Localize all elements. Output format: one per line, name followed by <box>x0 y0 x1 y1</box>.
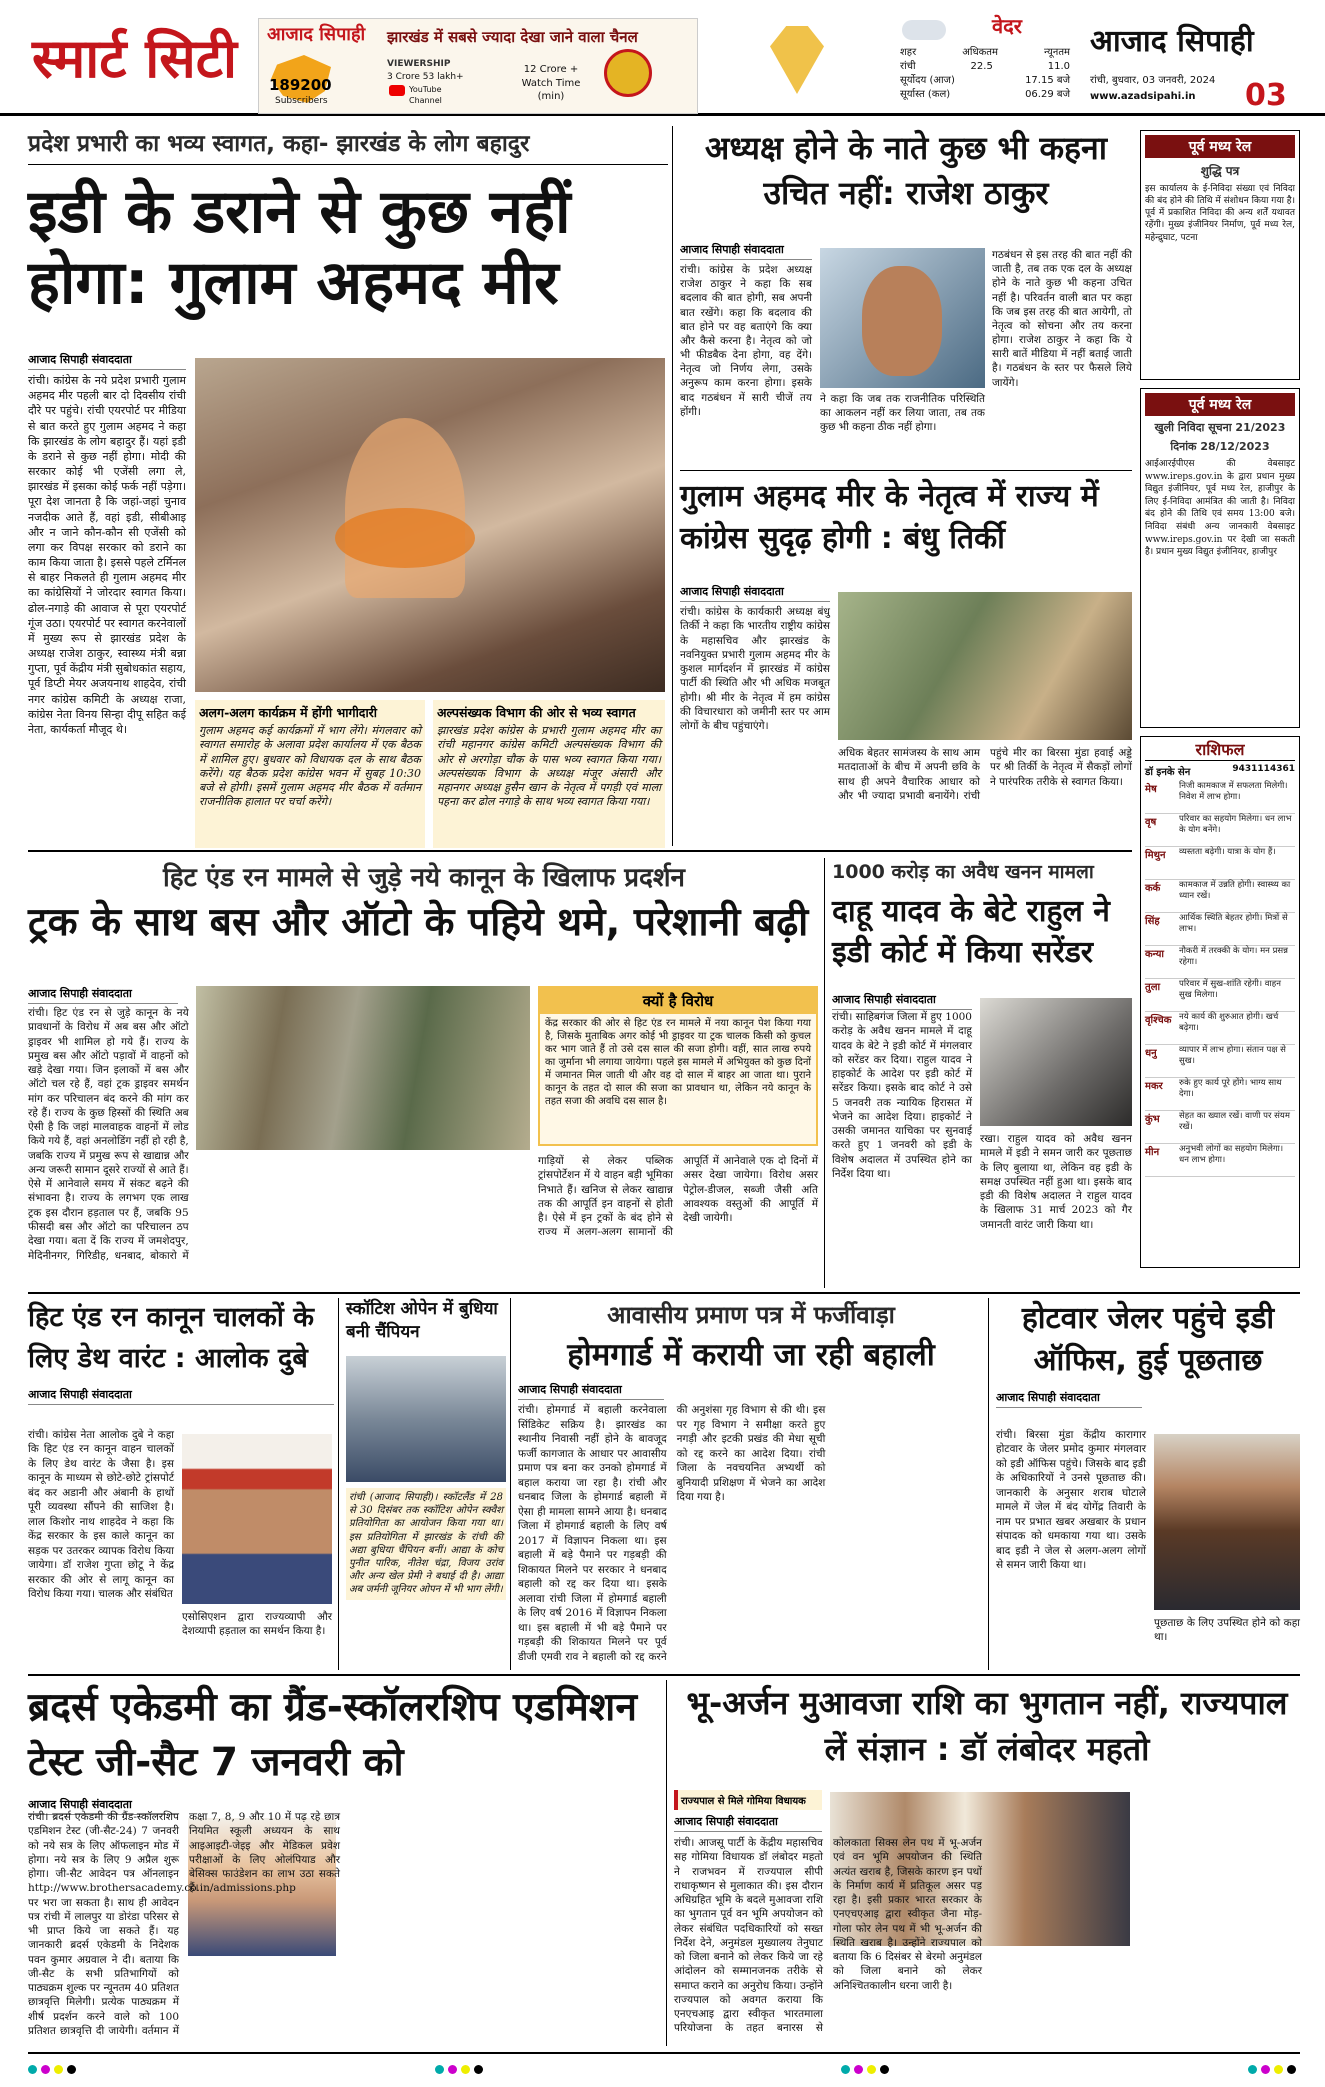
story11-body: रांची। आजसू पार्टी के केंद्रीय महासचिव सह गोमिया विधायक डॉ लंबोदर महतो ने राजभवन में राज्यपाल सीपी राधाकृष्णन से मुलाकात की। इस दौरान अधिग्रहित भूमि के बदले मुआवजा राशि का भुगतान पूर्व वन भूमि अपयोजन को लेकर संबंधित पदधिकारियों को सख्त निर्देश देने, अनुमंडल मुख्यालय तेनुघाट को जिला बनाने को लेकर किये जा रहे आंदोलन को सम्मानजनक तरीके से समाप्त कराने का अनुरोध किया। उन्होंने राज्यपाल को अवगत कराया कि एनएचआइ द्वारा स्वीकृत भारतमाला परियोजना के तहत बनारस से कोलकाता सिक्स लेन पथ में भू-अर्जन एवं वन भूमि अपयोजन की स्थिति अत्यंत खराब है, जिसके कारण इन पथों के निर्माण कार्य में प्रतिकूल असर पड़ रहा है। इसी प्रकार भारत सरकार के एनएचएआइ द्वारा स्वीकृत जैना मोड़-गोला फोर लेन पथ में भी भू-अर्जन की स्थिति खराब है। उन्होंने राज्यपाल को बताया कि 6 दिसंबर से बेरमो अनुमंडल को जिला बनाने को लेकर अनिश्चितकालीन धरना जारी है। <box>674 1837 982 2035</box>
rail-notice-2-head: खुली निविदा सूचना 21/2023 <box>1154 421 1286 434</box>
column-divider <box>824 858 825 1288</box>
youtube-icon <box>389 85 405 96</box>
portrait-face <box>862 266 942 376</box>
sunset-row: सूर्यास्त (कल) 06.29 बजे <box>900 89 1070 100</box>
rail-notice-1-head: शुद्धि पत्र <box>1200 164 1240 178</box>
rashi-row: धनु व्यापार में लाभ होगा। संतान पक्ष से सुख। <box>1145 1045 1295 1078</box>
story6-photo <box>182 1434 332 1604</box>
story2-byline: आजाद सिपाही संवाददाता <box>680 242 812 260</box>
story-lambodar-mahto <box>674 1680 1300 2046</box>
story9-body: रांची। बिरसा मुंडा केंद्रीय कारागार होटवार के जेलर प्रमोद कुमार मंगलवार को इडी ऑफिस पहुंचे। जिसके बाद इडी के अधिकारियों ने उनसे पूछताछ की। जानकारी के अनुसार शराब घोटाले मामले में जेल में बंद योगेंद्र तिवारी के नाम पर प्रभात खबर अखबार के प्रधान संपादक को धमकाया गया था। उसके बाद इडी ने जेल से अलग-अलग लोगों से समन जारी किया था। <box>996 1429 1146 1572</box>
story9-caption: पूछताछ के लिए उपस्थित होने को कहा था। <box>1154 1617 1300 1644</box>
channel-name: आजाद सिपाही <box>267 24 366 45</box>
story-rajesh-thakur <box>680 126 1132 466</box>
channel-tagline: झारखंड में सबसे ज्यादा देखा जाने वाला चैनल <box>387 28 638 46</box>
rashi-row: कन्या नौकरी में तरक्की के योग। मन प्रसन्न रहेगा। <box>1145 946 1295 979</box>
viewership-value: 3 Crore 53 lakh+ <box>387 72 464 82</box>
story3-photo <box>838 592 1132 740</box>
story9-byline: आजाद सिपाही संवाददाता <box>996 1390 1142 1408</box>
story-hit-and-run-protest <box>28 858 820 1288</box>
column-divider <box>666 1680 667 2046</box>
column-divider <box>338 1298 339 1670</box>
story3-headline: गुलाम अहमद मीर के नेतृत्व में राज्य में कांग्रेस सुदृढ़ होगी : बंधु तिर्की <box>680 479 1099 556</box>
story-homeguard <box>518 1298 984 1670</box>
youtube-label: YouTube Channel <box>409 85 442 105</box>
story5-body: रांची। साहिबगंज जिला में हुए 1000 करोड़ के अवैध खनन मामले में दाहू यादव के बेटे ने इडी कोर्ट में मंगलवार को सरेंडर कर दिया। राहुल यादव ने हाइकोर्ट के आदेश पर इडी कोर्ट में सरेंडर किया। इसके बाद कोर्ट ने उसे 5 जनवरी तक न्यायिक हिरासत में भेजने का आदेश दिया। हाइकोर्ट ने उसकी जमानत याचिका पर सुनवाई करते हुए 1 जनवरी को इडी के विशेष अदालत में उपस्थित होने का निर्देश दिया था। <box>832 1011 972 1180</box>
story5-headline: दाहू यादव के बेटे राहुल ने इडी कोर्ट में किया सरेंडर <box>832 894 1110 970</box>
story3-body: रांची। कांग्रेस के कार्यकारी अध्यक्ष बंधु तिर्की ने कहा कि भारतीय राष्ट्रीय कांग्रेस के महासचिव और झारखंड के नवनियुक्त प्रभारी गुलाम अहमद मीर के कुशल मार्गदर्शन में झारखंड में कांग्रेस पार्टी की स्थिति और भी अधिक मजबूत होगी। श्री मीर के नेतृत्व में हम कांग्रेस की विचारधारा को जमीनी स्तर पर आम लोगों के बीच पहुंचाएंगे। <box>680 606 830 733</box>
rashi-row: तुला परिवार में सुख-शांति रहेगी। वाहन सुख मिलेगा। <box>1145 979 1295 1012</box>
column-divider <box>510 1298 511 1670</box>
astrologer-phone: 9431114361 <box>1232 764 1295 775</box>
watch-time: 12 Crore + Watch Time (min) <box>521 64 581 102</box>
rail-notice-2-text: आईआरईपीएस की वेबसाइट www.ireps.gov.in के द्वारा प्रधान मुख्य विद्युत इंजीनियर, पूर्व मध्य रेल, हाजीपुर के लिए ई-निविदा आमंत्रित की जाती है। निविदा बंद होने की तिथि एवं समय 13:00 बजे। निविदा संबंधी अन्य जानकारी वेबसाइट www.ireps.gov.in पर देखी जा सकती है। प्रधान मुख्य विद्युत इंजीनियर, हाजीपुर <box>1145 459 1295 558</box>
story1-box1 <box>195 700 425 848</box>
story7-headline: स्कॉटिश ओपेन में बुधिया बनी चैंपियन <box>346 1299 498 1342</box>
rail-notice-2-date: दिनांक 28/12/2023 <box>1170 440 1270 453</box>
box2-title: अल्पसंख्यक विभाग की ओर से भव्य स्वागत <box>437 705 636 720</box>
story-alok-dubey <box>28 1298 334 1670</box>
story4-headline: ट्रक के साथ बस और ऑटो के पहिये थमे, परेशानी बढ़ी <box>28 900 809 945</box>
story-mir-ed <box>28 126 668 846</box>
story6-body: रांची। कांग्रेस नेता आलोक दुबे ने कहा कि हिट एंड रन कानून वाहन चालकों के लिए डेथ वारंट के जैसा है। इस कानून के माध्यम से छोटे-छोटे ट्रांसपोर्ट बंद कर अडानी और अंबानी के हाथों पूरी व्यवस्था सौंपने की साजिश है। लाल किशोर नाथ शाहदेव ने कहा कि केंद्र सरकार के इस काले कानून का सड़क पर उतरकर व्यापक विरोध किया जायेगा। डॉ राजेश गुप्ता छोटू ने केंद्र सरकार की ओर से लागू कानून का विरोध किया गया। चालक और संबंधित <box>28 1429 174 1601</box>
rashifal-title: राशिफल <box>1145 741 1295 761</box>
pen-nib-icon <box>770 26 824 94</box>
story11-headline: भू-अर्जन मुआवजा राशि का भुगतान नहीं, राज्यपाल लें संज्ञान : डॉ लंबोदर महतो <box>686 1684 1288 1769</box>
section-title: स्मार्ट सिटी <box>32 27 237 90</box>
story1-byline: आजाद सिपाही संवाददाता <box>28 352 186 370</box>
story9-photo <box>1154 1434 1300 1610</box>
color-register-left <box>28 2059 80 2078</box>
story-hotwar-jailer <box>996 1298 1300 1670</box>
box1-title: अलग-अलग कार्यक्रम में होंगी भागीदारी <box>199 705 378 720</box>
story8-kicker: आवासीय प्रमाण पत्र में फर्जीवाड़ा <box>607 1301 895 1329</box>
story3-byline: आजाद सिपाही संवाददाता <box>680 584 830 602</box>
rail-title-1: पूर्व मध्य रेल <box>1145 135 1295 158</box>
rashi-row: वृष परिवार का सहयोग मिलेगा। धन लाभ के योग बनेंगे। <box>1145 814 1295 847</box>
story6-headline: हिट एंड रन कानून चालकों के लिए डेथ वारंट : आलोक दुबे <box>28 1302 314 1374</box>
weather-header-row: शहर अधिकतम न्यूनतम <box>900 47 1070 58</box>
story2-body: रांची। कांग्रेस के प्रदेश अध्यक्ष राजेश ठाकुर ने कहा कि सब बदलाव की बात होगी, सब अपनी बात रखेंगे। कहा कि बदलाव की बात होने पर वह बताएंगे कि क्या और कैसे करना है। नेतृत्व को जो भी फीडबैक देना होगा, वह देंगे। नेतृत्व जो निर्णय लेगा, उसके अनुरूप काम करना होगा। इसके बाद गठबंधन में सारी चीजें तय होंगी। <box>680 264 812 418</box>
rashi-row: कर्क कामकाज में उन्नति होगी। स्वास्थ्य का ध्यान रखें। <box>1145 880 1295 913</box>
rashifal-box <box>1140 736 1300 1268</box>
page-number: 03 <box>1245 78 1287 113</box>
rashi-row: मकर रुके हुए कार्य पूरे होंगे। भाग्य साथ देगा। <box>1145 1078 1295 1111</box>
subscriber-count: 189200 <box>269 76 332 94</box>
story7-photo <box>346 1356 506 1482</box>
story1-text-col <box>28 352 186 737</box>
paper-name: आजाद सिपाही <box>1090 24 1254 59</box>
story10-body: रांची। ब्रदर्स एकेडमी की ग्रैंड-स्कॉलरशिप एडमिशन टेस्ट (जी-सैट-24) 7 जनवरी को नये सत्र के लिए ऑफलाइन मोड में होगा। नये सत्र के लिए 9 अप्रैल शुरू होगा। जी-सैट आवेदन पत्र ऑनलाइन http://www.brothersacademy.co.in/admissions.php पर भरा जा सकता है। साथ ही आवेदन पत्र रांची में लालपुर या डोरंडा परिसर से भी प्राप्त किये जा सकते हैं। यह जानकारी ब्रदर्स एकेडमी के निदेशक पवन कुमार अग्रवाल ने दी। बताया कि जी-सैट के सभी प्रतिभागियों को पाठ्यक्रम शुल्क पर न्यूनतम 40 प्रतिशत छात्रवृत्ति मिलेगी। प्रत्येक पाठ्यक्रम में शीर्ष प्रदर्शन करने वाले को 100 प्रतिशत छात्रवृत्ति दी जायेगी। वर्तमान में कक्षा 7, 8, 9 और 10 में पढ़ रहे छात्र नियमित स्कूली अध्ययन के साथ आइआइटी-जेइइ और मेडिकल प्रवेश परीक्षाओं के लिए ओलंपियाड और बेसिक्स फाउंडेशन का लाभ उठा सकते हैं। <box>28 1811 340 2037</box>
story1-photo <box>195 358 665 692</box>
viewership-label: VIEWERSHIP <box>387 59 451 69</box>
rail-notice-1 <box>1140 130 1300 380</box>
story11-box-label: राज्यपाल से मिले गोमिया विधायक <box>674 1790 822 1810</box>
row-divider <box>28 850 1132 852</box>
story5-byline: आजाद सिपाही संवाददाता <box>832 992 972 1010</box>
story4-trucks-photo <box>196 986 530 1150</box>
color-register-mid-left <box>435 2059 487 2078</box>
story5-kicker: 1000 करोड़ का अवैध खनन मामला <box>832 861 1094 883</box>
row-divider <box>28 1292 1300 1294</box>
rashi-list <box>1145 781 1295 1177</box>
story3-body2: अधिक बेहतर सामंजस्य के साथ आम मतदाताओं के बीच में अपनी छवि के साथ ही अपने वैचारिक आधार को और भी ज्यादा प्रभावी बनायेंगे। रांची पहुंचे मीर का बिरसा मुंडा हवाई अड्डे पर श्री तिर्की के नेतृत्व में सैकड़ों लोगों ने पारंपरिक तरीके से स्वागत किया। <box>838 747 1132 802</box>
rashi-row: मीन अनुभवी लोगों का सहयोग मिलेगा। धन लाभ होगा। <box>1145 1144 1295 1177</box>
story2-headline: अध्यक्ष होने के नाते कुछ भी कहना उचित नहीं: राजेश ठाकुर <box>704 129 1108 212</box>
garland-figure <box>335 508 475 568</box>
weather-box <box>900 14 1070 110</box>
story4-why-box <box>538 986 818 1146</box>
story1-body: रांची। कांग्रेस के नये प्रदेश प्रभारी गुलाम अहमद मीर पहली बार दो दिवसीय रांची दौरे पर पहुंचे। रांची एयरपोर्ट पर मीडिया से बात करते हुए गुलाम अहमद ने कहा कि झारखंड के लोग बहादुर हैं। यहां इडी के डराने से कुछ नहीं होगा। मोदी की सरकार कोई भी एजेंसी लगा ले, झारखंड में इसका कोई फर्क नहीं पड़ेगा। पूरा देश जानता है कि जहां-जहां चुनाव नजदीक आते हैं, वहां इडी, सीबीआइ और न जाने कौन-कौन सी एजेंसी को लगा कर विपक्ष सरकार को डराने का काम किया जाता है। इससे पहले टर्मिनल से बाहर निकलते ही गुलाम अहमद मीर का कांग्रेसियों ने जोरदार स्वागत किया। ढोल-नगाड़े की आवाज से पूरा एयरपोर्ट गूंज उठा। एयरपोर्ट पर स्वागत करनेवालों में मुख्य रूप से झारखंड प्रदेश के अध्यक्ष राजेश ठाकुर, स्वास्थ्य मंत्री बन्ना गुप्ता, पूर्व केंद्रीय मंत्री सुबोधकांत सहाय, पूर्व डिप्टी मेयर अजयनाथ शाहदेव, रांची नगर कांग्रेस कमिटी के अध्यक्ष राजा, कांग्रेस नेता विनय सिन्हा दीपू सहित कई नेता, कार्यकर्ता मौजूद थे। <box>28 374 186 736</box>
sunrise-row: सूर्योदय (आज) 17.15 बजे <box>900 75 1070 86</box>
story1-headline: इडी के डराने से कुछ नहीं होगा: गुलाम अहमद मीर <box>28 177 571 318</box>
story1-kicker: प्रदेश प्रभारी का भव्य स्वागत, कहा- झारखंड के लोग बहादुर <box>28 126 668 165</box>
story2-body2: गठबंधन से इस तरह की बात नहीं की जाती है, तब तक एक दल के अध्यक्ष होने के नाते कुछ भी कहना उचित नहीं है। परिवर्तन वाली बात पर कहा कि जब इस तरह की बात आयेगी, तो नेतृत्व को सोचना और तय करना होगा। राजेश ठाकुर ने कहा कि ये सारी बातें मीडिया में नहीं बताई जाती है। गठबंधन के स्तर पर फैसले लिये जायेंगे। <box>992 249 1132 389</box>
cloud-icon <box>902 20 946 40</box>
story-dahu-yadav <box>832 858 1132 1288</box>
rail-notice-1-text: इस कार्यालय के ई-निविदा संख्या एवं निविदा की बंद होने की तिथि में संशोधन किया गया है। पूर्व में प्रकाशित निविदा की अन्य शर्तें यथावत रहेंगी। मुख्य इंजीनियर निर्माण, पूर्व मध्य रेल, महेन्द्रुघाट, पटना <box>1145 184 1295 243</box>
weather-title: वेदर <box>992 14 1022 38</box>
story10-byline: आजाद सिपाही संवाददाता <box>28 1797 178 1815</box>
story4-text-col1 <box>28 986 178 1007</box>
box2-text: झारखंड प्रदेश कांग्रेस के प्रभारी गुलाम अहमद मीर का रांची महानगर कांग्रेस कमिटी अल्पसंख्यक विभाग की ओर से अरगोड़ा चौक के पास भव्य स्वागत किया गया। अल्पसंख्यक विभाग के अध्यक्ष मंजूर अंसारी और महानगर अध्यक्ष हुसैन खान के नेतृत्व में पगड़ी एवं माला पहना कर ढोल नगाड़े के साथ भव्य स्वागत किया गया। <box>437 724 661 809</box>
story8-byline: आजाद सिपाही संवाददाता <box>518 1382 664 1400</box>
rashi-row: मेष निजी कामकाज में सफलता मिलेगी। निवेश में लाभ होगा। <box>1145 781 1295 814</box>
story8-body: रांची। होमगार्ड में बहाली करनेवाला सिंडिकेट सक्रिय है। झारखंड का स्थानीय निवासी नहीं होने के बावजूद फर्जी कागजात के आधार पर आवासीय प्रमाण पत्र बना कर उनको होमगार्ड में बहाल कराया जा रहा है। रांची और धनबाद जिला के होमगार्ड बहाली में ऐसा ही मामला सामने आया है। धनबाद जिला में होमगार्ड बहाली के लिए वर्ष 2017 में विज्ञापन निकला था। इस बहाली में बड़े पैमाने पर गड़बड़ी की शिकायत मिलने पर सरकार ने धनबाद बहाली को रद्द कर दिया था। इसके अलावा रांची जिला में होमगार्ड बहाली के लिए वर्ष 2016 में विज्ञापन निकला था। इस बहाली में भी बड़े पैमाने पर गड़बड़ी की शिकायत मिलने पर पूर्व डीजी एमवी राव ने बहाली को रद्द करने की अनुशंसा गृह विभाग से की थी। इस पर गृह विभाग ने समीक्षा करते हुए नगड़ी और इटकी प्रखंड की मेधा सूची को रद्द करने का आदेश दिया। रांची जिला के नवचयनित अभ्यर्थी को बुनियादी प्रशिक्षण में भेजने का आदेश दिया गया है। <box>518 1404 826 1663</box>
column-divider <box>988 1298 989 1670</box>
story10-headline: ब्रदर्स एकेडमी का ग्रैंड-स्कॉलरशिप एडमिशन टेस्ट जी-सैट 7 जनवरी को <box>28 1685 637 1786</box>
story6-caption: एसोसिएशन द्वारा राज्यव्यापी और देशव्यापी हड़ताल का समर्थन किया है। <box>182 1611 332 1638</box>
story11-byline: आजाद सिपाही संवाददाता <box>674 1814 822 1832</box>
rashi-row: कुंभ सेहत का ख्याल रखें। वाणी पर संयम रखें। <box>1145 1111 1295 1144</box>
story-scottish-open <box>346 1298 506 1670</box>
story1-box2 <box>433 700 665 848</box>
story3-text-col1 <box>680 584 830 733</box>
why-box-title: क्यों है विरोध <box>540 988 816 1014</box>
story4-body2: गाड़ियों से लेकर पब्लिक ट्रांसपोर्टेशन में ये वाहन बड़ी भूमिका निभाते हैं। खनिज से लेकर खाद्यान्न तक की आपूर्ति इन वाहनों से होती है। ऐसे में इन ट्रकों के बंद होने से राज्य में अलग-अलग सामानों की आपूर्ति में आनेवाले एक दो दिनों में असर देखा जायेगा। विरोध असर पेट्रोल-डीजल, सब्जी जैसी अति आवश्यक वस्तुओं की आपूर्ति में देखी जायेगी। <box>538 1155 818 1239</box>
story4-kicker: हिट एंड रन मामले से जुड़े नये कानून के खिलाफ प्रदर्शन <box>163 863 685 893</box>
story9-headline: होटवार जेलर पहुंचे इडी ऑफिस, हुई पूछताछ <box>1021 1301 1275 1378</box>
weather-value-row: रांची 22.5 11.0 <box>900 61 1070 72</box>
website: www.azadsipahi.in <box>1090 91 1196 102</box>
rashi-row: वृश्चिक नये कार्य की शुरुआत होगी। खर्च बढ़ेगा। <box>1145 1012 1295 1045</box>
box1-text: गुलाम अहमद कई कार्यक्रमों में भाग लेंगे। मंगलवार को स्वागत समारोह के अलावा प्रदेश कार्यालय में एक बैठक में शामिल हुए। बुधवार को विधायक दल के साथ बैठक करेंगे। यह बैठक प्रदेश कांग्रेस भवन में सुबह 10:30 बजे से होगी। इसमें गुलाम अहमद मीर बैठक में वर्तमान राजनीतिक हालात पर चर्चा करेंगे। <box>199 724 421 809</box>
why-box-text: केंद्र सरकार की ओर से हिट एंड रन मामले में नया कानून पेश किया गया है, जिसके मुताबिक अगर कोई भी ड्राइवर या ट्रक चालक किसी को कुचल कर भाग जाते हैं तो उसे दस साल की सजा होगी। वहीं, सात लाख रुपये का जुर्माना भी लगाया जायेगा। पहले इस मामले में अभियुक्त को कुछ दिनों में जमानत मिल जाती थी और वह दो साल में बाहर आ जाता था। पुराने कानून के तहत दो साल की सजा का प्रावधान था, लेकिन नये कानून के तहत सजा की अवधि दस साल है। <box>545 1018 811 1107</box>
row-divider <box>28 1674 1300 1676</box>
story5-photo <box>980 998 1132 1126</box>
story6-byline: आजाद सिपाही संवाददाता <box>28 1387 334 1405</box>
story8-headline: होमगार्ड में करायी जा रही बहाली <box>567 1337 935 1373</box>
color-register-right <box>1248 2059 1300 2078</box>
color-register-mid-right <box>841 2059 893 2078</box>
footer-strip <box>28 2052 1300 2076</box>
story2-photo <box>820 248 985 388</box>
rashi-row: मिथुन व्यस्तता बढ़ेगी। यात्रा के योग हैं। <box>1145 847 1295 880</box>
column-divider <box>672 126 673 846</box>
rail-notice-2 <box>1140 388 1300 728</box>
story4-body: रांची। हिट एंड रन से जुड़े कानून के नये प्रावधानों के विरोध में अब बस और ऑटो ड्राइवर भी शामिल हो गये हैं। राज्य के प्रमुख बस और ऑटो पड़ावों में वाहनों को खड़े देखा गया। जिन इलाकों में बस और ऑटो चल रहे हैं, वहां ट्रक ड्राइवर समर्थन मांग कर परिचालन बंद करने की मांग कर रहे हैं। राज्य के कुछ हिस्सों की स्थिति अब ऐसी है कि जहां मालवाहक वाहनों में लोड किये गये हैं, वहां अनलोडिंग नहीं हो रही है, जबकि राज्य में प्रमुख रूप से खाद्यान्न और अन्य जरूरी सामान दूसरे राज्यों से आते हैं। ऐसे में आनेवाले समय में संकट बढ़ने की संभावना है। राज्य के लगभग एक लाख ट्रक इस दौरान हड़ताल पर हैं, जबकि 95 फीसदी बस और ऑटो का परिचालन ठप देखा गया। बता दें कि राज्य में जमशेदपुर, मेदिनीनगर, गिरिडीह, धनबाद, बोकारो में <box>28 1007 189 1262</box>
story5-body2: रखा। राहुल यादव को अवैध खनन मामले में इडी ने समन जारी कर पूछताछ के लिए बुलाया था, लेकिन वह इडी के समक्ष उपस्थित नहीं हुआ था। इसके बाद इडी की विशेष अदालत ने राहुल यादव के खिलाफ 31 मार्च 2023 को गैर जमानती वारंट जारी किया था। <box>980 1133 1132 1231</box>
subscriber-label: Subscribers <box>275 96 328 106</box>
story-bandhu-tirkey <box>680 476 1132 846</box>
award-badge-icon <box>604 49 652 97</box>
story-brothers-academy <box>28 1680 662 2046</box>
channel-banner <box>258 18 698 114</box>
rail-title-2: पूर्व मध्य रेल <box>1145 393 1295 416</box>
story2-body-under-photo: ने कहा कि जब तक राजनीतिक परिस्थिति का आकलन नहीं कर लिया जाता, तब तक कुछ भी कहना ठीक नहीं होगा। <box>820 393 985 434</box>
dateline: रांची, बुधवार, 03 जनवरी, 2024 <box>1090 75 1216 86</box>
story7-body: रांची (आजाद सिपाही)। स्कॉटलैंड में 28 से 30 दिसंबर तक स्कॉटिश ओपेन स्क्वैश प्रतियोगिता का आयोजन किया गया था। इस प्रतियोगिता में झारखंड के रांची की अद्या बुधिया चैंपियन बनीं। आद्या के कोच पुनीत पारिक, नीतेश चंद्रा, विजय उरांव और अन्य खेल प्रेमी ने बधाई दी है। आद्या अब जर्मनी जूनियर ओपन में भी भाग लेंगी। <box>346 1488 506 1600</box>
story2-text-col1 <box>680 242 812 419</box>
story4-byline: आजाद सिपाही संवाददाता <box>28 986 178 1004</box>
rashi-row: सिंह आर्थिक स्थिति बेहतर होगी। मित्रों से लाभ। <box>1145 913 1295 946</box>
astrologer-name: डॉ इनके सेन <box>1145 767 1191 779</box>
masthead <box>0 0 1325 116</box>
row-divider <box>680 470 1132 471</box>
